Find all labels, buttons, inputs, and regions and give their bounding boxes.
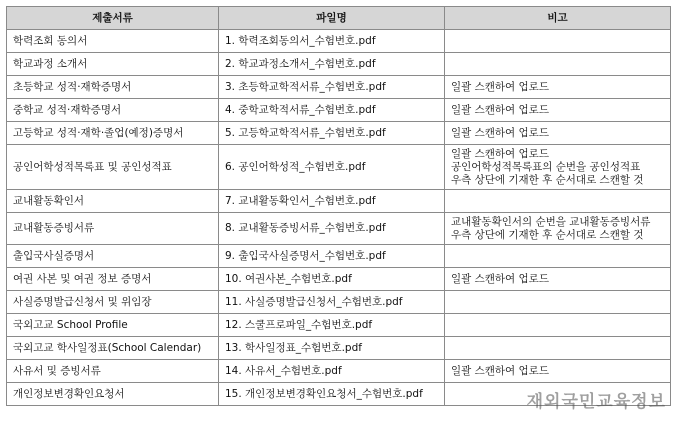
filename-cell: 3. 초등학교학적서류_수험번호.pdf bbox=[219, 76, 445, 99]
filename-cell: 14. 사유서_수험번호.pdf bbox=[219, 360, 445, 383]
note-line: 일괄 스캔하여 업로드 bbox=[451, 272, 549, 285]
note-cell bbox=[445, 337, 671, 360]
table-row bbox=[7, 245, 671, 268]
note-cell bbox=[445, 99, 671, 122]
note-line: 교내활동확인서의 순번을 교내활동증빙서류 bbox=[451, 215, 651, 228]
table-header-row bbox=[7, 7, 671, 30]
note-cell bbox=[445, 314, 671, 337]
document-cell: 공인어학성적목록표 및 공인성적표 bbox=[7, 145, 219, 190]
note-cell bbox=[445, 76, 671, 99]
filename-cell: 4. 중학교학적서류_수험번호.pdf bbox=[219, 99, 445, 122]
table-row bbox=[7, 122, 671, 145]
note-line: 우측 상단에 기재한 후 순서대로 스캔할 것 bbox=[451, 173, 644, 186]
document-cell: 중학교 성적·재학증명서 bbox=[7, 99, 219, 122]
document-cell: 학교과정 소개서 bbox=[7, 53, 219, 76]
document-cell: 개인정보변경확인요청서 bbox=[7, 383, 219, 406]
table-body bbox=[7, 30, 671, 406]
table-row bbox=[7, 145, 671, 190]
document-cell: 여권 사본 및 여권 정보 증명서 bbox=[7, 268, 219, 291]
header-note: 비고 bbox=[445, 7, 671, 30]
filename-cell: 12. 스쿨프로파일_수험번호.pdf bbox=[219, 314, 445, 337]
note-cell bbox=[445, 53, 671, 76]
note-line: 우측 상단에 기재한 후 순서대로 스캔할 것 bbox=[451, 228, 644, 241]
table-row bbox=[7, 213, 671, 245]
filename-cell: 6. 공인어학성적_수험번호.pdf bbox=[219, 145, 445, 190]
note-cell bbox=[445, 360, 671, 383]
header-document: 제출서류 bbox=[7, 7, 219, 30]
note-line: 일괄 스캔하여 업로드 bbox=[451, 80, 549, 93]
note-line: 일괄 스캔하여 업로드 bbox=[451, 126, 549, 139]
table-row bbox=[7, 291, 671, 314]
document-cell: 국외고교 학사일정표(School Calendar) bbox=[7, 337, 219, 360]
note-line: 일괄 스캔하여 업로드 bbox=[451, 103, 549, 116]
note-cell bbox=[445, 213, 671, 245]
table-row bbox=[7, 268, 671, 291]
document-cell: 출입국사실증명서 bbox=[7, 245, 219, 268]
document-cell: 교내활동확인서 bbox=[7, 190, 219, 213]
note-cell bbox=[445, 268, 671, 291]
document-cell: 사실증명발급신청서 및 위임장 bbox=[7, 291, 219, 314]
note-cell bbox=[445, 30, 671, 53]
note-line: 일괄 스캔하여 업로드 bbox=[451, 147, 549, 160]
header-filename: 파일명 bbox=[219, 7, 445, 30]
document-cell: 고등학교 성적·재학·졸업(예정)증명서 bbox=[7, 122, 219, 145]
note-line: 일괄 스캔하여 업로드 bbox=[451, 364, 549, 377]
note-cell bbox=[445, 122, 671, 145]
note-cell bbox=[445, 291, 671, 314]
watermark-text: 재외국민교육정보 bbox=[526, 392, 666, 412]
table-row bbox=[7, 314, 671, 337]
table-row bbox=[7, 53, 671, 76]
filename-cell: 11. 사실증명발급신청서_수험번호.pdf bbox=[219, 291, 445, 314]
note-cell bbox=[445, 190, 671, 213]
table-row bbox=[7, 190, 671, 213]
filename-cell: 13. 학사일정표_수험번호.pdf bbox=[219, 337, 445, 360]
document-cell: 학력조회 동의서 bbox=[7, 30, 219, 53]
document-cell: 국외고교 School Profile bbox=[7, 314, 219, 337]
filename-cell: 10. 여권사본_수험번호.pdf bbox=[219, 268, 445, 291]
document-cell: 사유서 및 증빙서류 bbox=[7, 360, 219, 383]
submission-documents-table bbox=[6, 6, 671, 406]
filename-cell: 1. 학력조회동의서_수험번호.pdf bbox=[219, 30, 445, 53]
filename-cell: 15. 개인정보변경확인요청서_수험번호.pdf bbox=[219, 383, 445, 406]
table-row bbox=[7, 337, 671, 360]
note-cell bbox=[445, 145, 671, 190]
filename-cell: 7. 교내활동확인서_수험번호.pdf bbox=[219, 190, 445, 213]
table-row bbox=[7, 360, 671, 383]
table-row bbox=[7, 30, 671, 53]
note-line: 공인어학성적목록표의 순번을 공인성적표 bbox=[451, 160, 641, 173]
document-cell: 교내활동증빙서류 bbox=[7, 213, 219, 245]
filename-cell: 8. 교내활동증빙서류_수험번호.pdf bbox=[219, 213, 445, 245]
filename-cell: 2. 학교과정소개서_수험번호.pdf bbox=[219, 53, 445, 76]
note-cell bbox=[445, 245, 671, 268]
filename-cell: 9. 출입국사실증명서_수험번호.pdf bbox=[219, 245, 445, 268]
filename-cell: 5. 고등학교학적서류_수험번호.pdf bbox=[219, 122, 445, 145]
table-row bbox=[7, 99, 671, 122]
table-row bbox=[7, 76, 671, 99]
document-cell: 초등학교 성적·재학증명서 bbox=[7, 76, 219, 99]
